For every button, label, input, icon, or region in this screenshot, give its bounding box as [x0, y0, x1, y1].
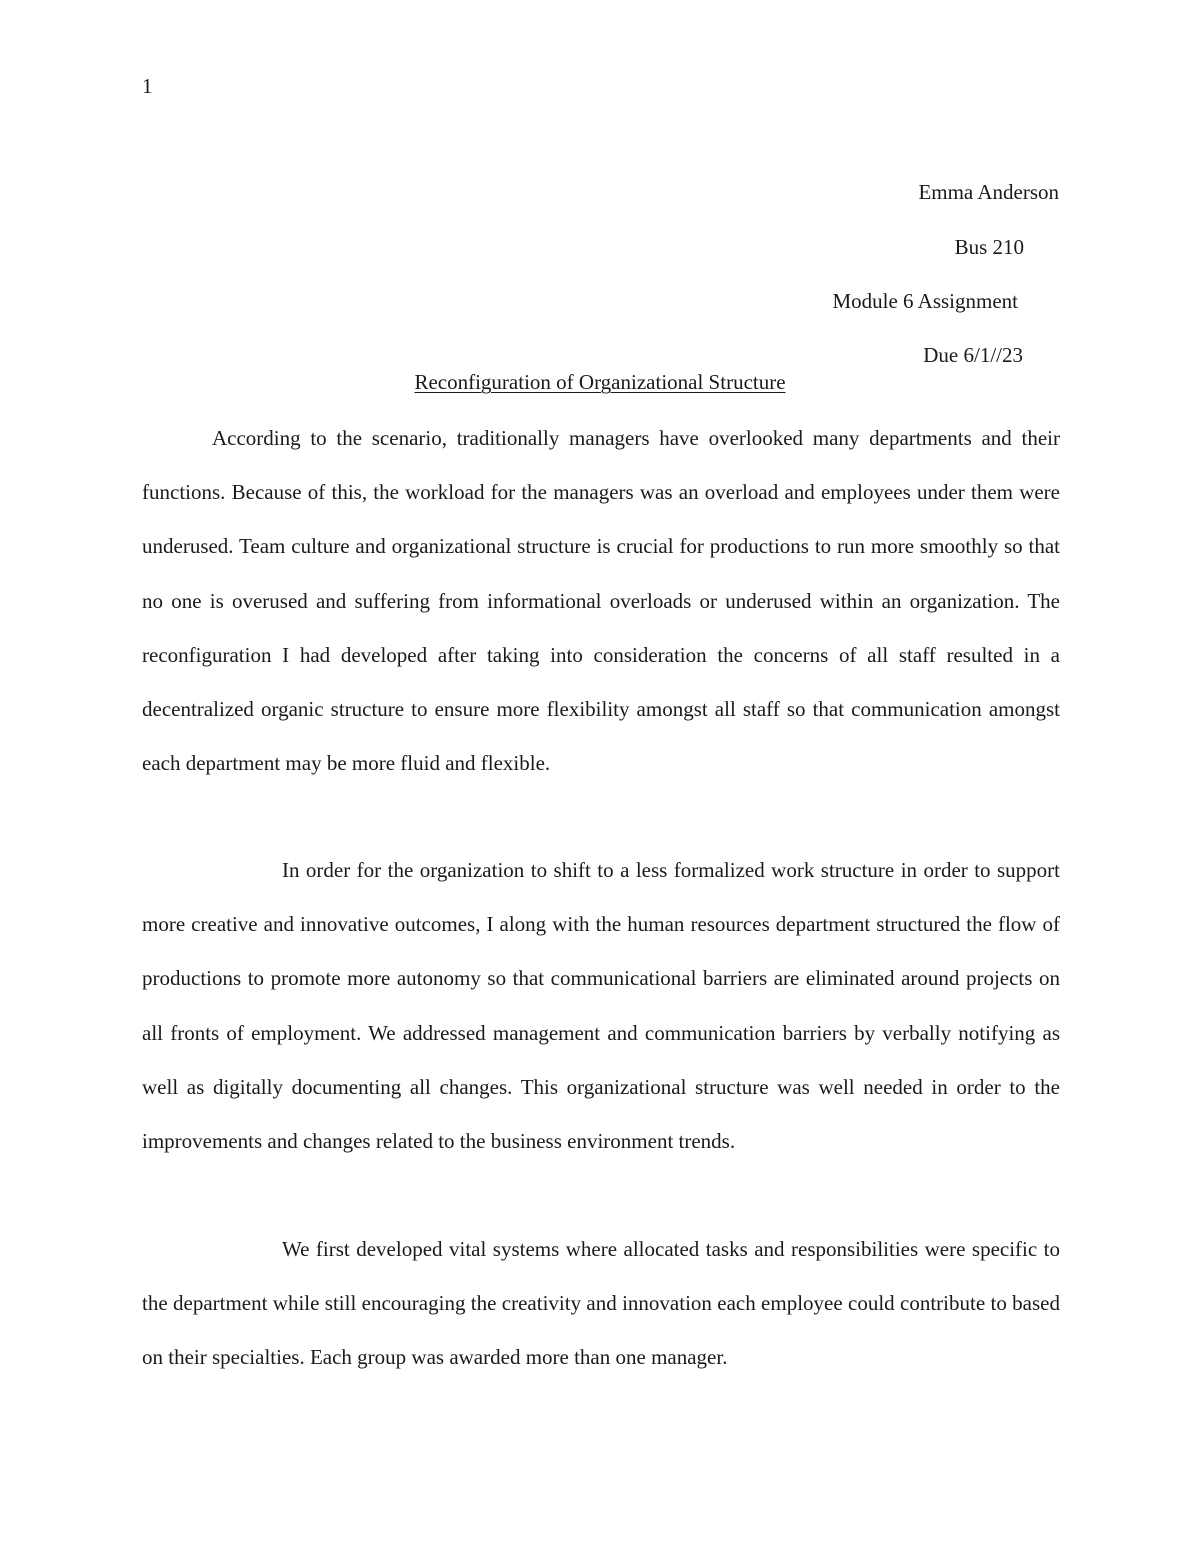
course-name: Bus 210 — [954, 235, 1024, 259]
body-paragraph-3: We first developed vital systems where allocated tasks and responsibilities were specific to the department while still encouraging the creativity and innovation each employee could contribute to based on their specialties. Each group was awarded more than one manager. — [142, 1237, 1060, 1370]
document-title: Reconfiguration of Organizational Structure — [414, 370, 786, 394]
author-name: Emma Anderson — [918, 180, 1059, 204]
document-title-line — [0, 368, 1200, 396]
body-paragraph-2: In order for the organization to shift to a less formalized work structure in order to support more creative and innovative outcomes, I along with the human resources department structured the flow of productions to promote more autonomy so that communicational barriers are eliminated around projects on all fronts of employment. We addressed management and communication barriers by verbally notifying as well as digitally documenting all changes. This organizational structure was well needed in order to the improvements and changes related to the business environment trends. — [142, 858, 1060, 1154]
body-paragraph-1: According to the scenario, traditionally managers have overlooked many departments and their functions. Because of this, the workload for the managers was an overload and employees under them were underused. Team culture and organizational structure is crucial for productions to run more smoothly so that no one is overused and suffering from informational overloads or underused within an organization. The reconfiguration I had developed after taking into consideration the concerns of all staff resulted in a decentralized organic structure to ensure more flexibility amongst all staff so that communication amongst each department may be more fluid and flexible. — [142, 426, 1060, 776]
due-date: Due 6/1//23 — [923, 343, 1023, 367]
assignment-name: Module 6 Assignment — [832, 289, 1018, 313]
page-number: 1 — [142, 74, 153, 98]
